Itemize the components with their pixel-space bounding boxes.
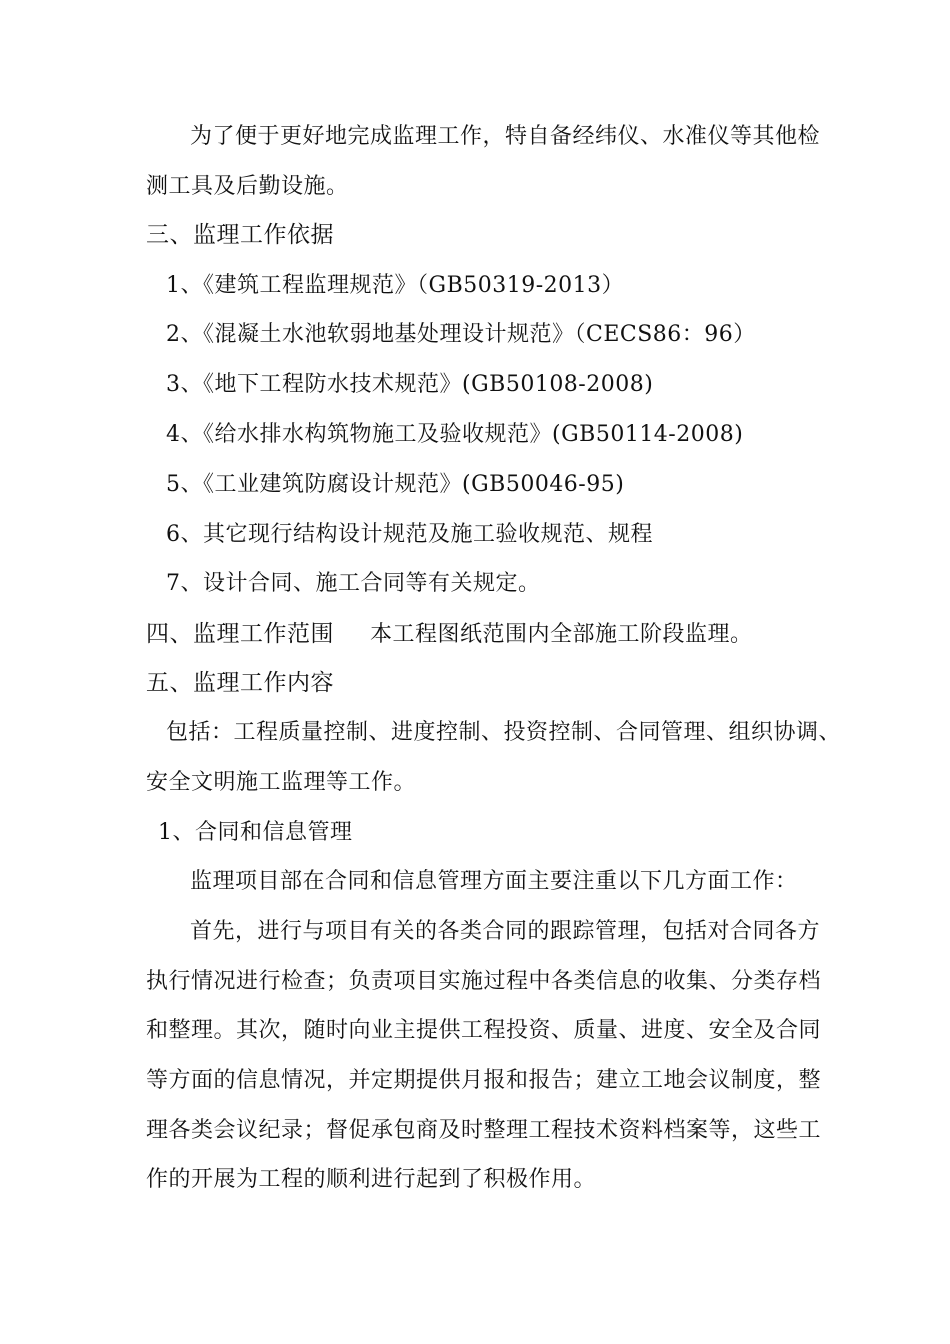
section-heading [146,619,753,650]
list-item: 5、《工业建筑防腐设计规范》(GB50046-95) [166,472,625,497]
list-item: 7、设计合同、施工合同等有关规定。 [166,571,541,596]
paragraph-line: 首先，进行与项目有关的各类合同的跟踪管理，包括对合同各方 [190,919,821,944]
paragraph-line: 为了便于更好地完成监理工作，特自备经纬仪、水准仪等其他检 [190,124,821,149]
list-item: 2、《混凝土水池软弱地基处理设计规范》（CECS86：96） [166,322,756,347]
paragraph-line: 安全文明施工监理等工作。 [146,770,417,795]
paragraph-line: 执行情况进行检查；负责项目实施过程中各类信息的收集、分类存档 [146,969,822,994]
list-item: 3、《地下工程防水技术规范》(GB50108-2008) [166,372,654,397]
paragraph-line: 作的开展为工程的顺利进行起到了积极作用。 [146,1167,597,1192]
section-heading-title: 四、监理工作范围 [146,621,334,647]
section-heading: 三、监理工作依据 [146,222,334,248]
paragraph-line: 包括：工程质量控制、进度控制、投资控制、合同管理、组织协调、 [166,720,842,745]
section-heading-note: 本工程图纸范围内全部施工阶段监理。 [370,622,753,647]
list-item: 4、《给水排水构筑物施工及验收规范》(GB50114-2008) [166,422,744,447]
paragraph-line: 监理项目部在合同和信息管理方面主要注重以下几方面工作： [190,869,798,894]
list-item: 6、其它现行结构设计规范及施工验收规范、规程 [166,522,653,547]
paragraph-line: 理各类会议纪录；督促承包商及时整理工程技术资料档案等，这些工 [146,1118,822,1143]
paragraph-line: 和整理。其次，随时向业主提供工程投资、质量、进度、安全及合同 [146,1018,822,1043]
subsection-heading: 1、合同和信息管理 [158,820,353,845]
paragraph-line: 测工具及后勤设施。 [146,174,349,199]
paragraph-line: 等方面的信息情况，并定期提供月报和报告；建立工地会议制度，整 [146,1068,822,1093]
list-item: 1、《建筑工程监理规范》（GB50319-2013） [166,273,625,298]
section-heading: 五、监理工作内容 [146,670,334,696]
